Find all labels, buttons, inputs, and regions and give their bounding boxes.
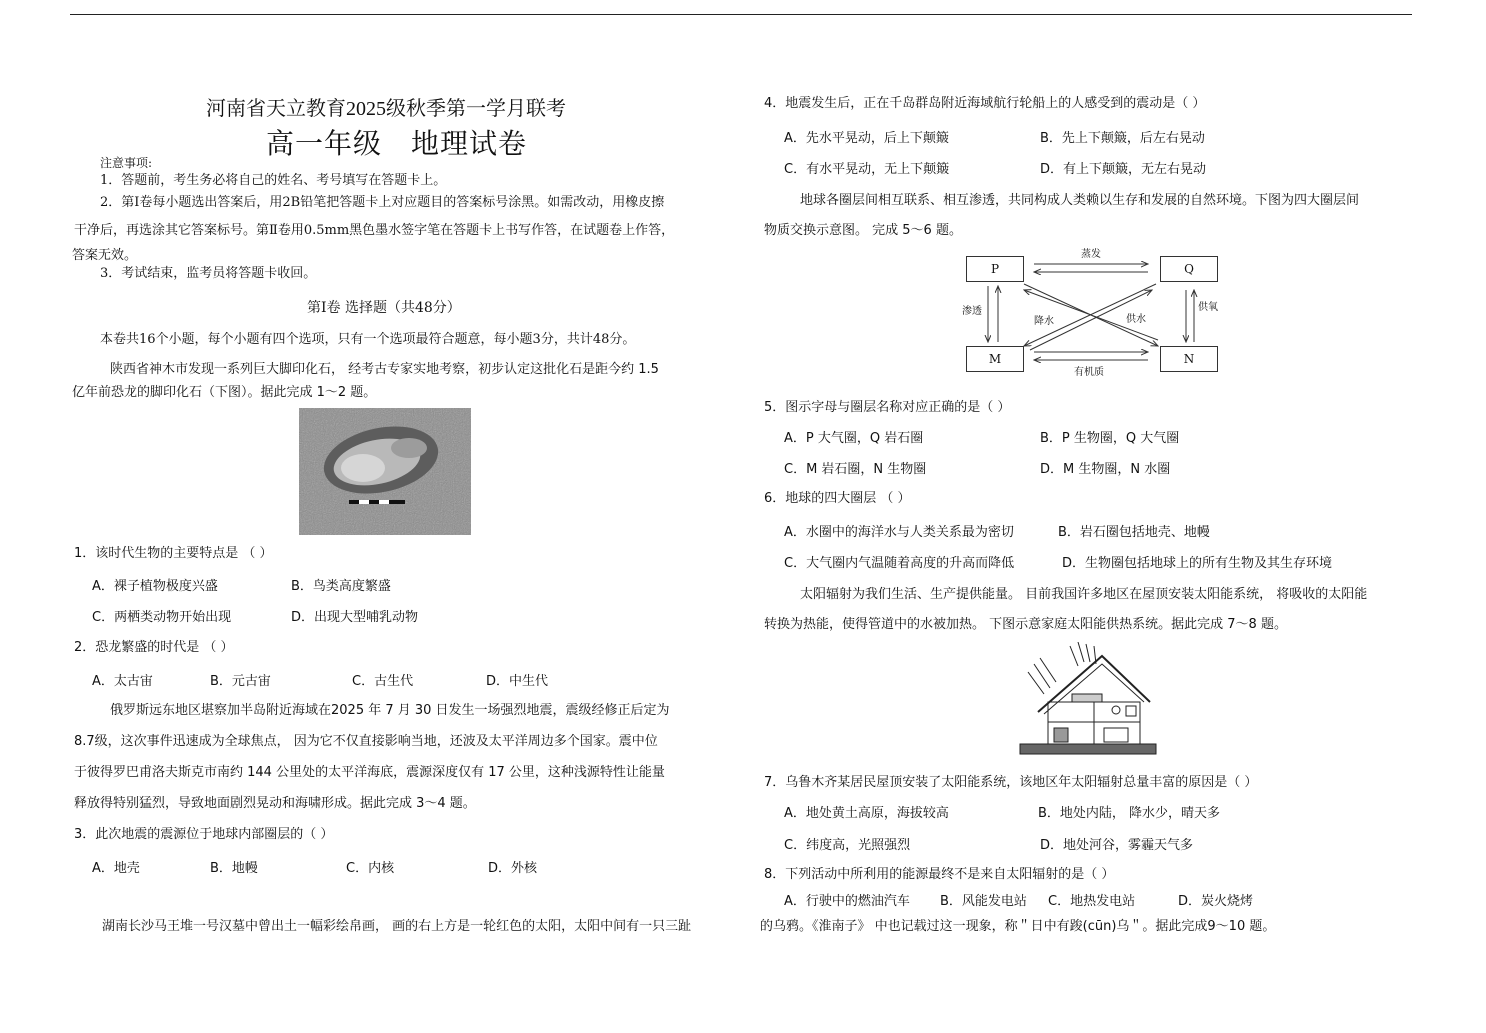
option-c: C．大气圈内气温随着高度的升高而降低: [784, 556, 1015, 571]
label-oxygen-supply: 供氧: [1198, 302, 1218, 313]
top-rule: [70, 14, 1412, 15]
notice-line: 答案无效。: [72, 248, 138, 263]
label-organic-matter: 有机质: [1074, 367, 1104, 378]
node-q: Q: [1160, 256, 1218, 282]
passage-line: 陕西省神木市发现一系列巨大脚印化石， 经考古专家实地考察，初步认定这批化石是距今约 1.5: [110, 362, 659, 377]
option-c: C．古生代: [352, 674, 414, 689]
question-stem: 2．恐龙繁盛的时代是 （ ）: [74, 640, 234, 655]
dinosaur-footprint-photo: [299, 408, 471, 535]
question-stem: 4．地震发生后，正在千岛群岛附近海域航行轮船上的人感受到的震动是（ ）: [764, 96, 1206, 111]
option-b: B．元古宙: [210, 674, 271, 689]
option-d: D．生物圈包括地球上的所有生物及其生存环境: [1062, 556, 1333, 571]
label-precipitation: 降水: [1034, 316, 1054, 327]
label-seepage: 渗透: [962, 306, 982, 317]
option-d: D．地处河谷，雾霾天气多: [1040, 838, 1194, 853]
option-b: B．风能发电站: [940, 894, 1027, 909]
notice-line: 2．第Ⅰ卷每小题选出答案后，用2B铅笔把答题卡上对应题目的答案标号涂黑。如需改动，用橡皮擦: [100, 195, 665, 210]
option-d: D．中生代: [486, 674, 549, 689]
option-d: D．外核: [488, 861, 538, 876]
question-stem: 6．地球的四大圈层 （ ）: [764, 491, 911, 506]
option-a: A．太古宙: [92, 674, 153, 689]
exam-subtitle: 河南省天立教育2025级秋季第一学月联考: [206, 98, 566, 120]
option-b: B．地幔: [210, 861, 258, 876]
option-b: B．岩石圈包括地壳、地幔: [1058, 525, 1210, 540]
passage-line: 地球各圈层间相互联系、相互渗透，共同构成人类赖以生存和发展的自然环境。下图为四大圈层间: [800, 193, 1360, 208]
question-stem: 5．图示字母与圈层名称对应正确的是（ ）: [764, 400, 1011, 415]
passage-line: 释放得特别猛烈，导致地面剧烈晃动和海啸形成。据此完成 3～4 题。: [74, 796, 476, 811]
notice-line: 干净后，再选涂其它答案标号。第Ⅱ卷用0.5mm黑色墨水签字笔在答题卡上书写作答，在试题卷上作答，: [74, 223, 675, 238]
option-a: A．地处黄土高原，海拔较高: [784, 806, 949, 821]
option-a: A．地壳: [92, 861, 140, 876]
passage-line: 于彼得罗巴甫洛夫斯克市南约 144 公里处的太平洋海底，震源深度仅有 17 公里，这种浅源特性让能量: [74, 765, 665, 780]
question-stem: 8．下列活动中所利用的能源最终不是来自太阳辐射的是（ ）: [764, 867, 1115, 882]
option-b: B．地处内陆， 降水少，晴天多: [1038, 806, 1221, 821]
option-c: C．M 岩石圈，N 生物圈: [784, 462, 927, 477]
option-a: A．裸子植物极度兴盛: [92, 579, 218, 594]
node-n: N: [1160, 346, 1218, 372]
option-c: C．地热发电站: [1048, 894, 1136, 909]
passage-line: 俄罗斯远东地区堪察加半岛附近海域在2025 年 7 月 30 日发生一场强烈地震，震级经修正后定为: [110, 703, 670, 718]
option-c: C．两栖类动物开始出现: [92, 610, 232, 625]
option-c: C．纬度高，光照强烈: [784, 838, 911, 853]
section-title: 第Ⅰ卷 选择题（共48分）: [307, 300, 461, 316]
passage-line: 物质交换示意图。 完成 5～6 题。: [764, 223, 962, 238]
option-b: B．先上下颠簸，后左右晃动: [1040, 131, 1205, 146]
option-b: B．鸟类高度繁盛: [291, 579, 391, 594]
passage-line: 转换为热能，使得管道中的水被加热。 下图示意家庭太阳能供热系统。据此完成 7～8 题。: [764, 617, 1287, 632]
passage-line: 亿年前恐龙的脚印化石（下图）。据此完成 1～2 题。: [72, 385, 377, 400]
label-water-supply: 供水: [1126, 314, 1146, 325]
section-description: 本卷共16个小题，每个小题有四个选项，只有一个选项最符合题意，每小题3分，共计48分。: [100, 332, 636, 347]
passage-line: 湖南长沙马王堆一号汉墓中曾出土一幅彩绘帛画， 画的右上方是一轮红色的太阳，太阳中间有一只三趾: [102, 919, 692, 934]
option-d: D．M 生物圈，N 水圈: [1040, 462, 1171, 477]
option-c: C．有水平晃动，无上下颠簸: [784, 162, 950, 177]
option-c: C．内核: [346, 861, 395, 876]
option-a: A．P 大气圈，Q 岩石圈: [784, 431, 924, 446]
notice-line: 3．考试结束，监考员将答题卡收回。: [100, 266, 317, 281]
node-m: M: [966, 346, 1024, 372]
label-evaporation: 蒸发: [1081, 249, 1101, 260]
passage-line: 8.7级，这次事件迅速成为全球焦点， 因为它不仅直接影响当地，还波及太平洋周边多个国家。震中位: [74, 734, 658, 749]
option-b: B．P 生物圈，Q 大气圈: [1040, 431, 1180, 446]
node-p: P: [966, 256, 1024, 282]
option-a: A．先水平晃动，后上下颠簸: [784, 131, 949, 146]
exam-title: 高一年级 地理试卷: [266, 129, 528, 160]
solar-house-illustration: [1018, 642, 1158, 758]
option-d: D．出现大型哺乳动物: [291, 610, 419, 625]
option-d: D．炭火烧烤: [1178, 894, 1254, 909]
option-a: A．行驶中的燃油汽车: [784, 894, 910, 909]
question-stem: 7．乌鲁木齐某居民屋顶安装了太阳能系统，该地区年太阳辐射总量丰富的原因是（ ）: [764, 775, 1258, 790]
notice-line: 1．答题前，考生务必将自己的姓名、考号填写在答题卡上。: [100, 173, 447, 188]
question-stem: 3．此次地震的震源位于地球内部圈层的（ ）: [74, 827, 334, 842]
notice-heading: 注意事项:: [100, 156, 153, 170]
option-a: A．水圈中的海洋水与人类关系最为密切: [784, 525, 1014, 540]
question-stem: 1．该时代生物的主要特点是 （ ）: [74, 546, 273, 561]
passage-line: 太阳辐射为我们生活、生产提供能量。 目前我国许多地区在屋顶安装太阳能系统， 将吸收的太阳能: [800, 587, 1368, 602]
passage-line: 的乌鸦。《淮南子》 中也记载过这一现象，称＂日中有踆(cūn)乌＂。据此完成9～10 题。: [760, 919, 1276, 934]
option-d: D．有上下颠簸，无左右晃动: [1040, 162, 1207, 177]
